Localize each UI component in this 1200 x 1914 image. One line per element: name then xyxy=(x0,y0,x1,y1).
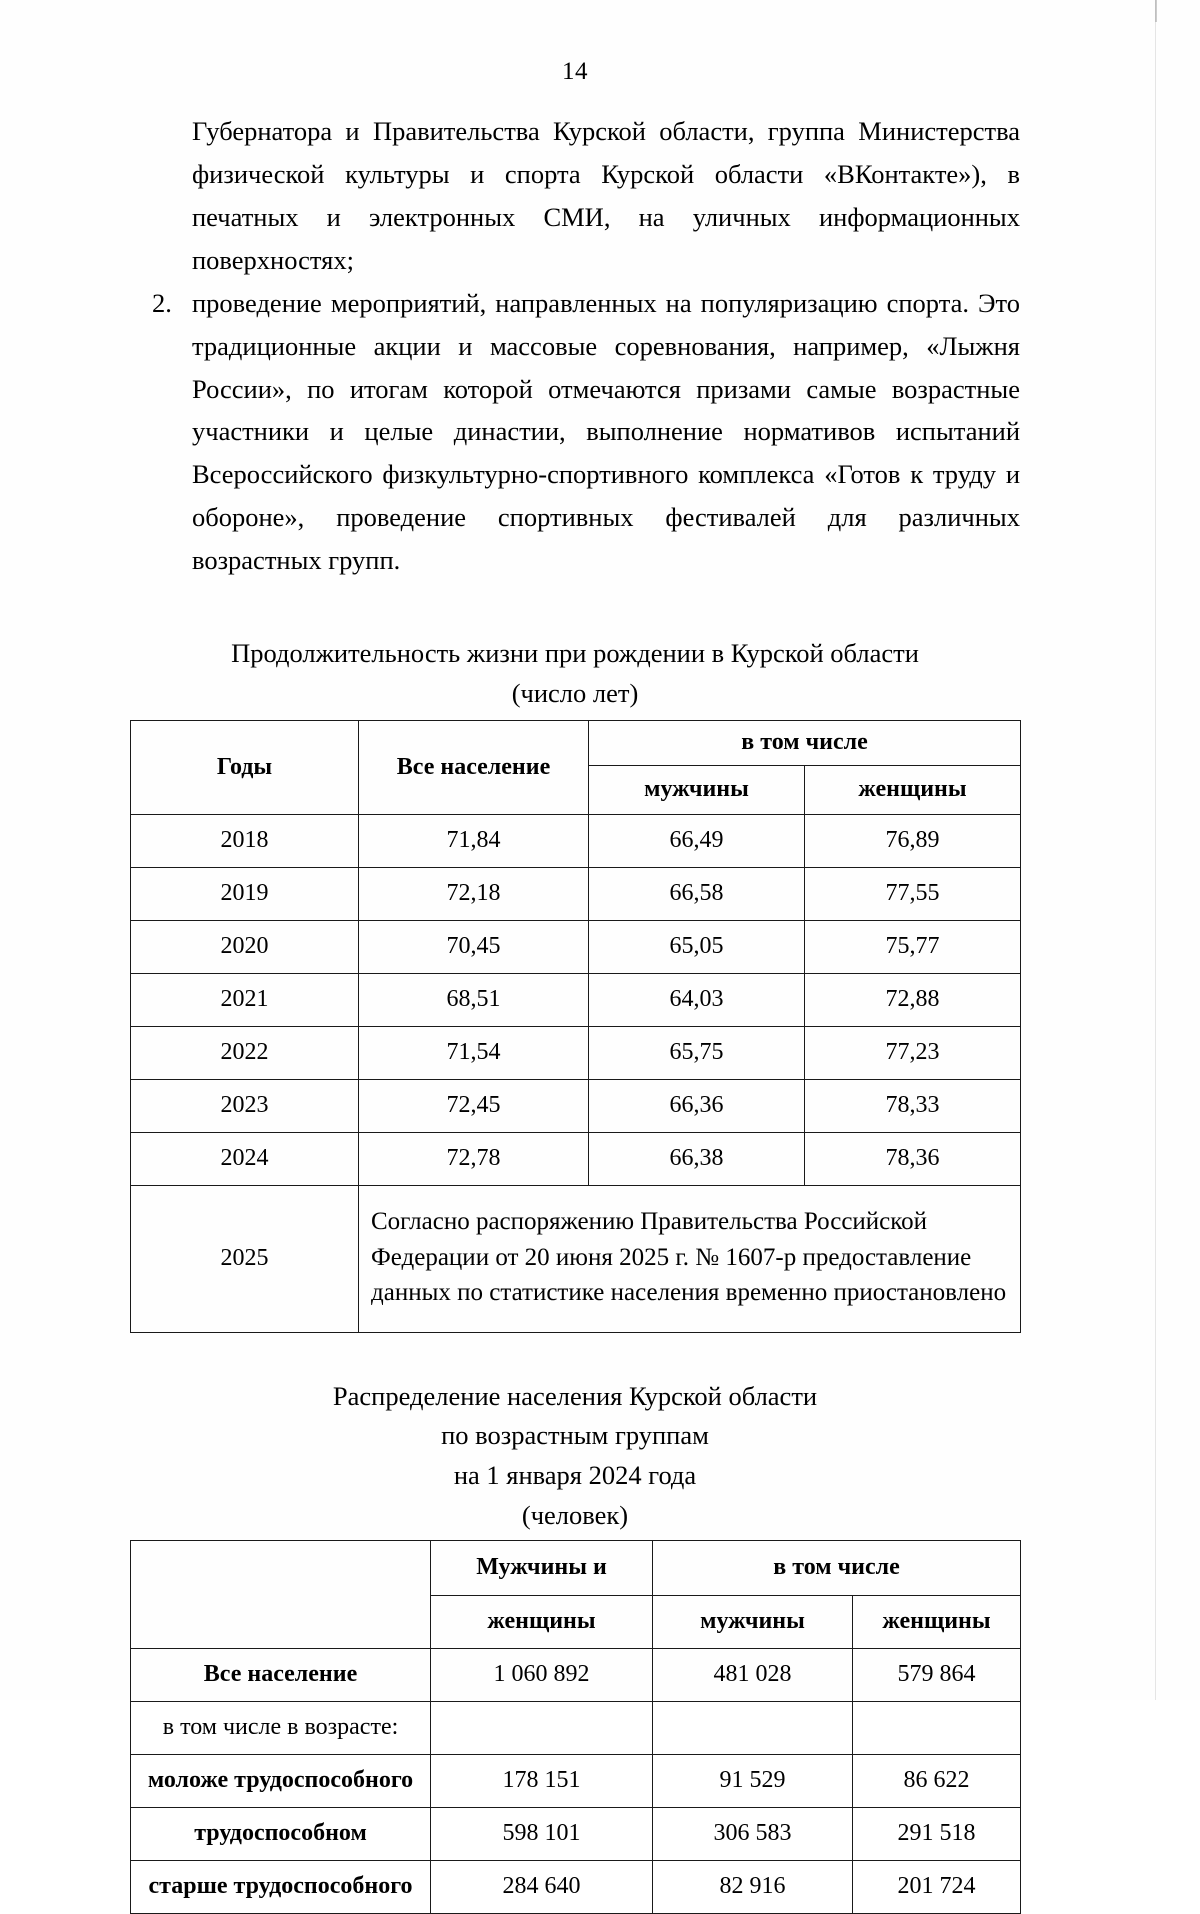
cell-women: 77,55 xyxy=(805,867,1021,920)
th-in-that-number: в том числе xyxy=(589,720,1021,765)
cell-all: 70,45 xyxy=(359,920,589,973)
page-content xyxy=(130,0,1020,1914)
cell-women: 291 518 xyxy=(853,1807,1021,1860)
cell-women xyxy=(853,1701,1021,1754)
table-row xyxy=(131,1701,1021,1754)
cell-year: 2025 xyxy=(131,1185,359,1332)
cell-men: 82 916 xyxy=(653,1860,853,1913)
body-text xyxy=(130,110,1020,582)
cell-men: 66,49 xyxy=(589,814,805,867)
population-age-groups-table xyxy=(130,1540,1021,1914)
th-men: мужчины xyxy=(589,765,805,814)
table-row xyxy=(131,867,1021,920)
table-header-row xyxy=(131,1540,1021,1595)
list-item-marker: 2. xyxy=(152,287,172,318)
table-row xyxy=(131,814,1021,867)
table1-head xyxy=(131,720,1021,814)
cell-both: 284 640 xyxy=(431,1860,653,1913)
cell-both: 1 060 892 xyxy=(431,1648,653,1701)
cell-row-label: старше трудоспособного xyxy=(131,1860,431,1913)
cell-row-label: моложе трудоспособного xyxy=(131,1754,431,1807)
table-row xyxy=(131,1079,1021,1132)
cell-men xyxy=(653,1701,853,1754)
cell-men: 66,36 xyxy=(589,1079,805,1132)
table2-head xyxy=(131,1540,1021,1648)
table-row xyxy=(131,1807,1021,1860)
cell-men: 64,03 xyxy=(589,973,805,1026)
cell-year: 2018 xyxy=(131,814,359,867)
cell-year: 2022 xyxy=(131,1026,359,1079)
cell-year: 2021 xyxy=(131,973,359,1026)
th-men: мужчины xyxy=(653,1595,853,1648)
cell-men: 65,75 xyxy=(589,1026,805,1079)
cell-women: 78,33 xyxy=(805,1079,1021,1132)
cell-all: 71,54 xyxy=(359,1026,589,1079)
table-row xyxy=(131,1648,1021,1701)
cell-women: 579 864 xyxy=(853,1648,1021,1701)
table2-title-line3: на 1 января 2024 года xyxy=(453,1460,697,1491)
table1-title: Продолжительность жизни при рождении в Курской области xyxy=(231,638,919,669)
cell-women: 86 622 xyxy=(853,1754,1021,1807)
cell-all: 72,78 xyxy=(359,1132,589,1185)
cell-men: 65,05 xyxy=(589,920,805,973)
life-expectancy-table xyxy=(130,720,1021,1333)
scan-artifact-line xyxy=(1155,0,1156,1700)
table1-body xyxy=(131,814,1021,1332)
table2-title-line2: по возрастным группам xyxy=(441,1420,709,1451)
cell-men: 66,38 xyxy=(589,1132,805,1185)
cell-women: 72,88 xyxy=(805,973,1021,1026)
th-women: женщины xyxy=(805,765,1021,814)
cell-year: 2024 xyxy=(131,1132,359,1185)
cell-row-label: Все население xyxy=(131,1648,431,1701)
cell-women: 78,36 xyxy=(805,1132,1021,1185)
paragraph-continued: Губернатора и Правительства Курской области, группа Министерства физической культуры и спорта Курской области «ВКонтакте»), в печатных и электронных СМИ, на уличных информационных поверхностях; xyxy=(192,116,1020,275)
cell-all: 68,51 xyxy=(359,973,589,1026)
cell-women: 201 724 xyxy=(853,1860,1021,1913)
scan-artifact-mark xyxy=(1155,0,1157,22)
table-row xyxy=(131,1132,1021,1185)
cell-row-label: в том числе в возрасте: xyxy=(131,1701,431,1754)
cell-women: 77,23 xyxy=(805,1026,1021,1079)
cell-both: 178 151 xyxy=(431,1754,653,1807)
cell-suspension-note: Согласно распоряжению Правительства Российской Федерации от 20 июня 2025 г. № 1607-р предоставление данных по статистике населения временно приостановлено xyxy=(359,1185,1021,1332)
cell-year: 2023 xyxy=(131,1079,359,1132)
cell-all: 72,18 xyxy=(359,867,589,920)
cell-all: 72,45 xyxy=(359,1079,589,1132)
cell-men: 306 583 xyxy=(653,1807,853,1860)
th-both-sexes-line2: женщины xyxy=(431,1595,653,1648)
cell-women: 76,89 xyxy=(805,814,1021,867)
table2-units: (человек) xyxy=(521,1499,629,1530)
th-corner xyxy=(131,1540,431,1648)
cell-men: 66,58 xyxy=(589,867,805,920)
cell-both xyxy=(431,1701,653,1754)
table1-units: (число лет) xyxy=(511,677,639,708)
th-women: женщины xyxy=(853,1595,1021,1648)
table2-title-line1: Распределение населения Курской области xyxy=(332,1380,818,1411)
cell-men: 91 529 xyxy=(653,1754,853,1807)
table-row-note xyxy=(131,1185,1021,1332)
list-item xyxy=(130,282,1020,582)
table-header-row xyxy=(131,720,1021,765)
cell-row-label: трудоспособном xyxy=(131,1807,431,1860)
cell-year: 2020 xyxy=(131,920,359,973)
cell-both: 598 101 xyxy=(431,1807,653,1860)
cell-year: 2019 xyxy=(131,867,359,920)
cell-women: 75,77 xyxy=(805,920,1021,973)
cell-men: 481 028 xyxy=(653,1648,853,1701)
th-in-that-number: в том числе xyxy=(653,1540,1021,1595)
table-row xyxy=(131,920,1021,973)
th-both-sexes-line1: Мужчины и xyxy=(431,1540,653,1595)
table2-body xyxy=(131,1648,1021,1913)
table-row xyxy=(131,1754,1021,1807)
table-row xyxy=(131,1860,1021,1913)
table-row xyxy=(131,973,1021,1026)
cell-all: 71,84 xyxy=(359,814,589,867)
page-number: 14 xyxy=(562,58,588,85)
table-row xyxy=(131,1026,1021,1079)
list-item-text: проведение мероприятий, направленных на популяризацию спорта. Это традиционные акции и массовые соревнования, например, «Лыжня России», по итогам которой отмечаются призами самые возрастные участники и целые династии, выполнение нормативов испытаний Всероссийского физкультурно-спортивного комплекса «Готов к труду и обороне», проведение спортивных фестивалей для различных возрастных групп. xyxy=(192,287,1020,576)
th-years: Годы xyxy=(131,720,359,814)
th-all-population: Все население xyxy=(359,720,589,814)
